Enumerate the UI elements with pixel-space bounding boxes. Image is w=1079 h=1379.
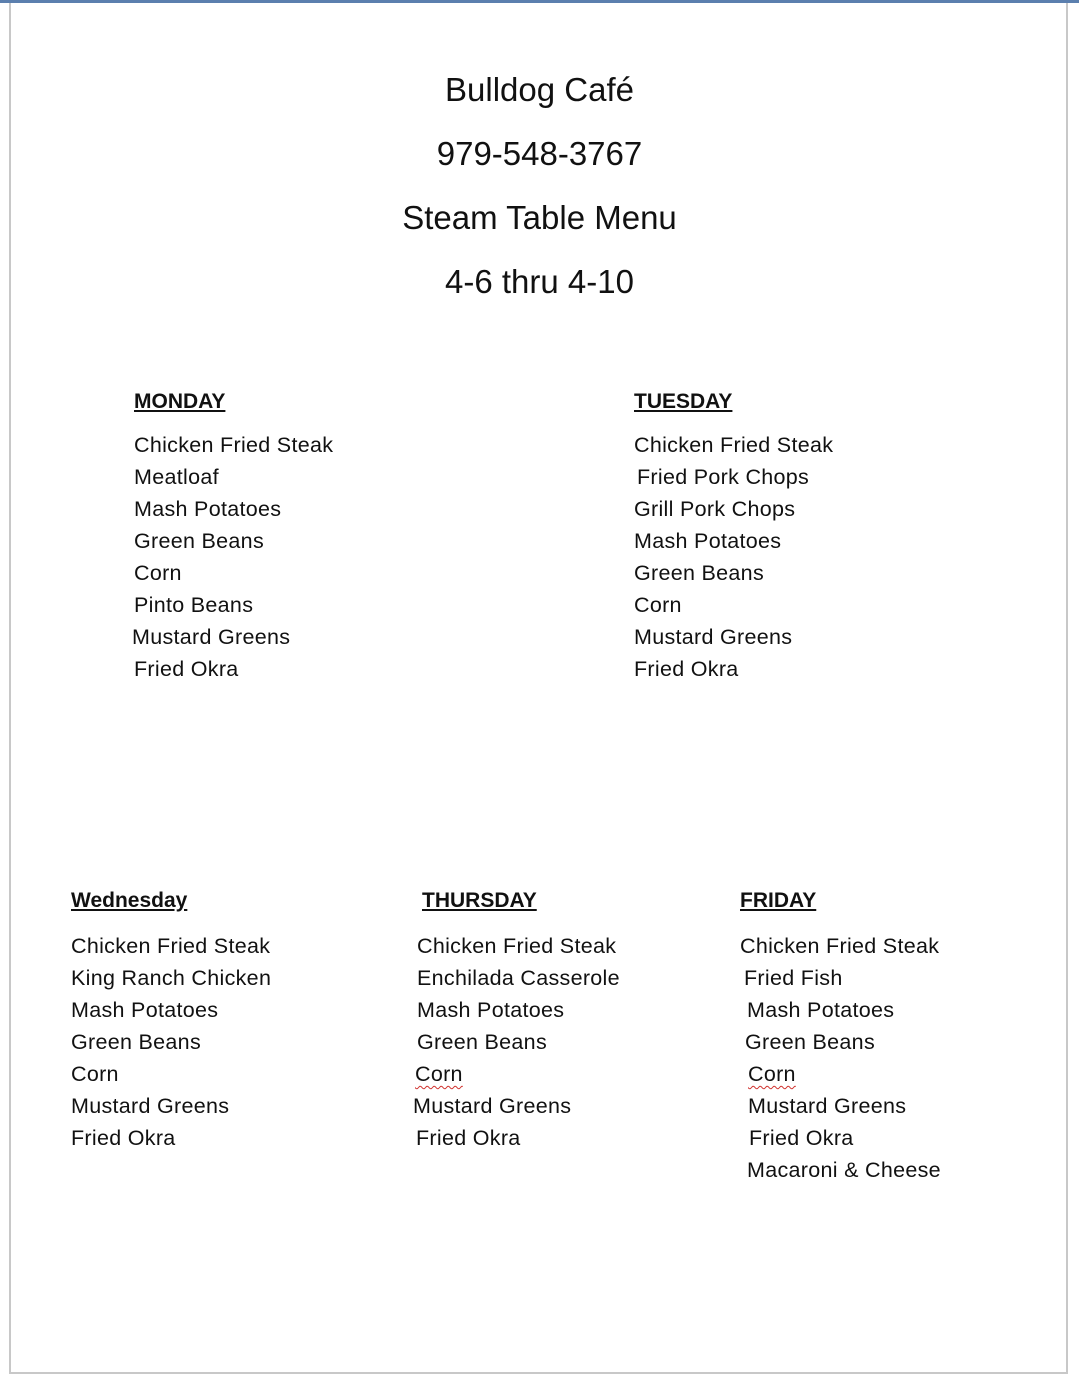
day-thursday [413,886,620,1150]
list-item: Green Beans [71,1030,201,1054]
day-title: MONDAY [134,390,226,413]
phone-number: 979-548-3767 [436,135,643,172]
list-item: Mash Potatoes [417,998,565,1022]
list-item: Mash Potatoes [634,529,782,553]
day-title: FRIDAY [740,889,817,912]
cafe-name: Bulldog Café [445,71,634,108]
list-item: King Ranch Chicken [71,966,272,990]
list-item: Mustard Greens [132,625,291,649]
list-item: Grill Pork Chops [634,497,796,521]
day-title: THURSDAY [422,889,537,912]
item-list [634,429,894,685]
list-item: Mash Potatoes [134,497,282,521]
spellcheck-underlined-word: Corn [748,1062,796,1086]
day-title: Wednesday [71,889,188,912]
list-item: Corn [134,561,182,585]
list-item [415,1058,677,1090]
list-item: Corn [634,593,682,617]
day-title: TUESDAY [634,390,733,413]
list-item: Fried Okra [134,657,239,681]
list-item: Mustard Greens [71,1094,230,1118]
spellcheck-underlined-word: Corn [415,1062,463,1086]
day-monday [132,387,334,681]
item-list [740,930,1000,1186]
list-item: Chicken Fried Steak [740,934,940,958]
list-item: Chicken Fried Steak [417,934,617,958]
list-item: Mash Potatoes [747,998,895,1022]
list-item: Fried Okra [749,1126,854,1150]
list-item: Fried Okra [634,657,739,681]
date-range: 4-6 thru 4-10 [445,263,634,300]
list-item: Mash Potatoes [71,998,219,1022]
list-item: Mustard Greens [634,625,793,649]
list-item: Fried Okra [71,1126,176,1150]
item-list [134,429,394,685]
day-wednesday [71,886,272,1150]
list-item: Fried Pork Chops [637,465,810,489]
list-item: Macaroni & Cheese [747,1158,941,1182]
list-item: Green Beans [634,561,764,585]
list-item: Chicken Fried Steak [71,934,271,958]
list-item: Fried Fish [744,966,843,990]
list-item [748,1058,1000,1090]
list-item: Fried Okra [416,1126,521,1150]
day-friday [740,886,941,1182]
list-item: Pinto Beans [134,593,254,617]
list-item: Green Beans [745,1030,875,1054]
list-item: Mustard Greens [413,1094,572,1118]
list-item: Enchilada Casserole [417,966,620,990]
item-list [71,930,331,1154]
list-item: Meatloaf [134,465,219,489]
list-item: Corn [71,1062,119,1086]
item-list [413,930,677,1154]
menu-title: Steam Table Menu [402,199,677,236]
day-tuesday [634,387,834,681]
list-item: Chicken Fried Steak [634,433,834,457]
list-item: Green Beans [417,1030,547,1054]
list-item: Mustard Greens [748,1094,907,1118]
list-item: Green Beans [134,529,264,553]
list-item: Chicken Fried Steak [134,433,334,457]
